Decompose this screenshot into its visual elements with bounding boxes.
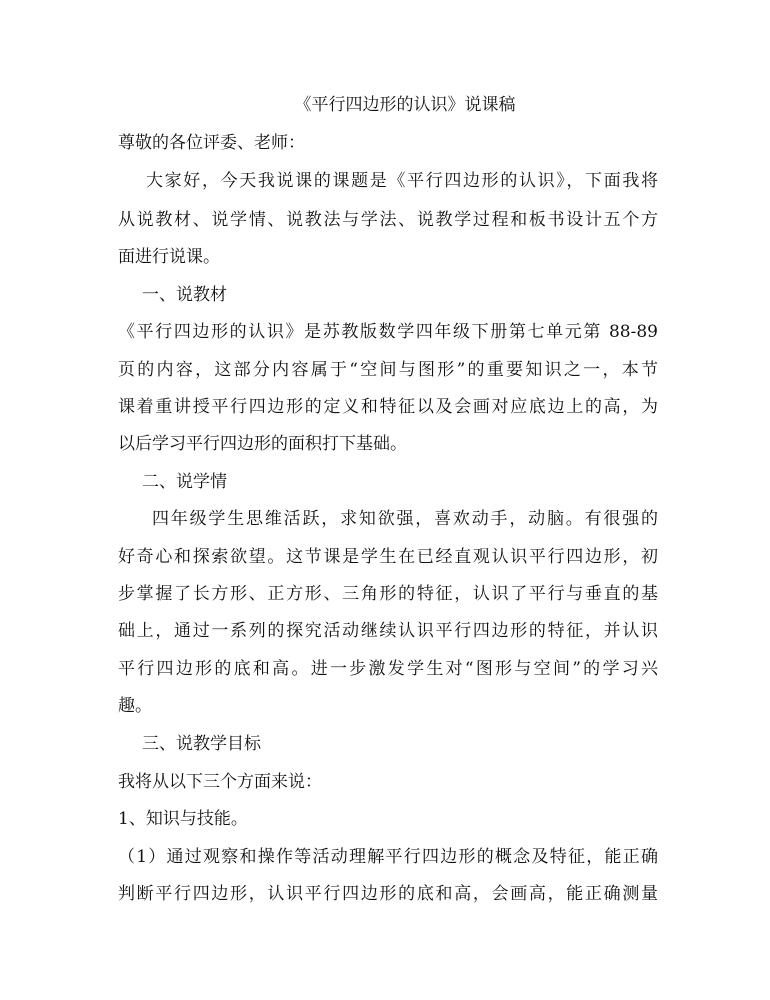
paragraph-line: 步掌握了长方形、正方形、三角形的特征，认识了平行与垂直的基 <box>118 584 658 604</box>
paragraph-line: 从说教材、说学情、说教法与学法、说教学过程和板书设计五个方 <box>118 210 658 230</box>
paragraph-line: 趣。 <box>118 696 152 716</box>
paragraph-line: 我将从以下三个方面来说： <box>118 772 322 792</box>
paragraph-line: 页的内容，这部分内容属于“空间与图形”的重要知识之一，本节 <box>118 360 658 380</box>
paragraph-line: 平行四边形的底和高。进一步激发学生对“图形与空间”的学习兴 <box>118 659 658 679</box>
salutation-line: 尊敬的各位评委、老师： <box>118 133 305 153</box>
paragraph-line: 1、知识与技能。 <box>118 809 248 829</box>
paragraph-line: 四年级学生思维活跃，求知欲强，喜欢动手，动脑。有很强的 <box>152 509 658 529</box>
paragraph-line: （1）通过观察和操作等活动理解平行四边形的概念及特征，能正确 <box>118 847 658 867</box>
paragraph-line: 础上，通过一系列的探究活动继续认识平行四边形的特征，并认识 <box>118 621 658 641</box>
paragraph-line: 大家好，今天我说课的课题是《平行四边形的认识》，下面我将 <box>146 171 658 191</box>
paragraph-line: 以后学习平行四边形的面积打下基础。 <box>118 434 407 454</box>
paragraph-line: 《平行四边形的认识》是苏教版数学四年级下册第七单元第 88-89 <box>118 322 658 342</box>
paragraph-line: 面进行说课。 <box>118 247 220 267</box>
document-title: 《平行四边形的认识》说课稿 <box>294 95 516 115</box>
paragraph-line: 好奇心和探索欲望。这节课是学生在已经直观认识平行四边形，初 <box>118 547 658 567</box>
section-heading: 二、说学情 <box>142 472 227 492</box>
paragraph-line: 课着重讲授平行四边形的定义和特征以及会画对应底边上的高，为 <box>118 397 658 417</box>
section-heading: 三、说教学目标 <box>142 734 261 754</box>
section-heading: 一、说教材 <box>142 285 227 305</box>
paragraph-line: 判断平行四边形，认识平行四边形的底和高，会画高，能正确测量 <box>118 884 658 904</box>
